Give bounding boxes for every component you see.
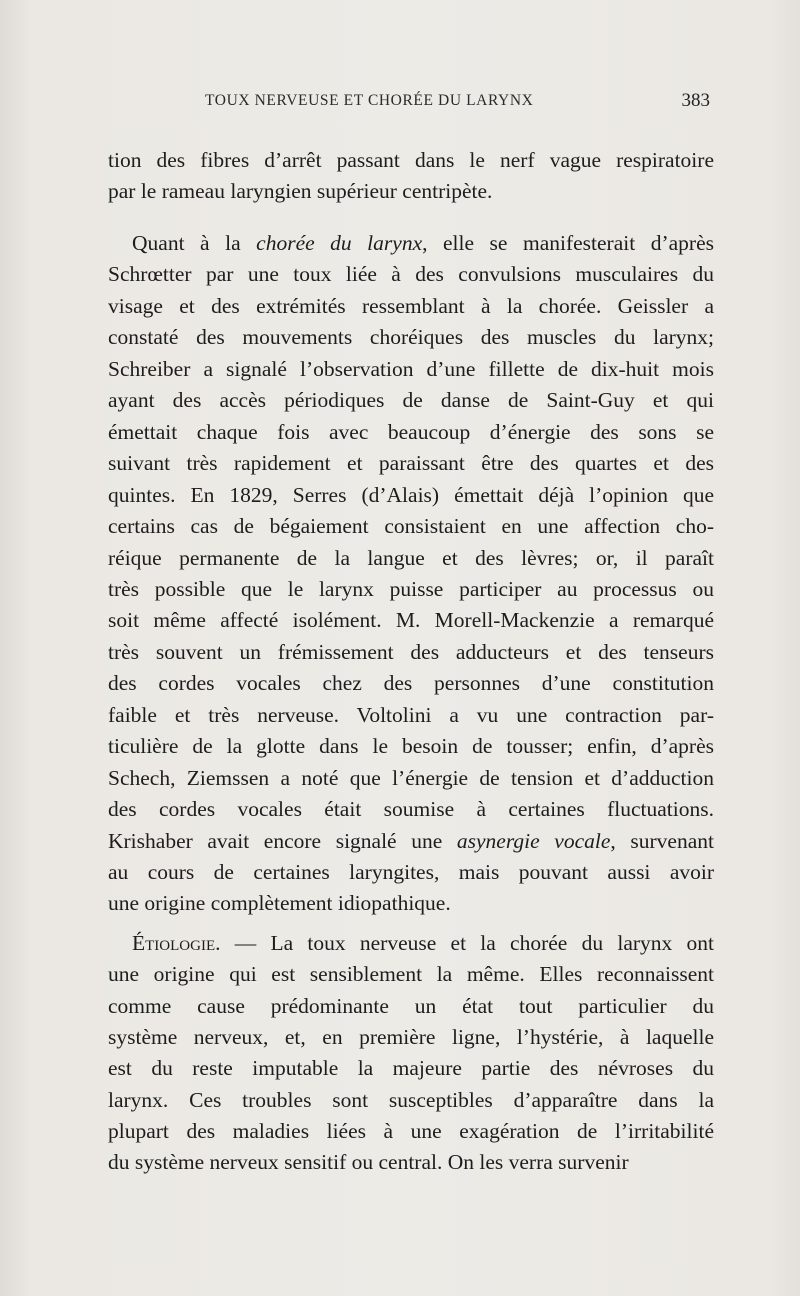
text-line: suivant très rapidement et paraissant être des quartes et des [108,451,714,476]
text-line: certains cas de bégaiement consistaient en une affection cho- [108,514,714,539]
running-title: TOUX NERVEUSE ET CHORÉE DU LARYNX [205,92,534,109]
text-line: Quant à la chorée du larynx, elle se manifesterait d’après [132,231,714,255]
text-line: système nerveux, et, en première ligne, l’hystérie, à laquelle [108,1024,714,1049]
text-line: une origine qui est sensiblement la même. Elles reconnaissent [108,962,714,987]
text-line: du système nerveux sensitif ou central. On les verra survenir [108,1150,629,1175]
text-line: Étiologie. — La toux nerveuse et la chorée du larynx ont [132,931,714,955]
text-line: larynx. Ces troubles sont susceptibles d’apparaître dans la [108,1087,714,1112]
text-line: ticulière de la glotte dans le besoin de tousser; enfin, d’après [108,734,714,759]
text-line: des cordes vocales chez des personnes d’une constitution [108,671,714,696]
text-line: très souvent un frémissement des adducteurs et des tenseurs [108,639,714,664]
text-line: constaté des mouvements choréiques des muscles du larynx; [108,325,714,350]
text-line: tion des fibres d’arrêt passant dans le nerf vague respiratoire [108,148,714,172]
text-line: très possible que le larynx puisse participer au processus ou [108,576,714,601]
text-line: une origine complètement idiopathique. [108,891,451,916]
text-line: quintes. En 1829, Serres (d’Alais) émettait déjà l’opinion que [108,482,714,507]
text-line: Schreiber a signalé l’observation d’une fillette de dix-huit mois [108,356,714,381]
text-line: est du reste imputable la majeure partie des névroses du [108,1056,714,1081]
text-line: plupart des maladies liées à une exagération de l’irritabilité [108,1118,714,1143]
text-line: par le rameau laryngien supérieur centripète. [108,178,493,203]
text-line: visage et des extrémités ressemblant à la chorée. Geissler a [108,293,714,318]
text-line: comme cause prédominante un état tout particulier du [108,993,714,1018]
text-line: Krishaber avait encore signalé une asynergie vocale, survenant [108,828,714,853]
running-header [205,92,710,116]
text-line: émettait chaque fois avec beaucoup d’énergie des sons se [108,419,714,444]
text-line: Schrœtter par une toux liée à des convulsions musculaires du [108,262,714,287]
text-line: réique permanente de la langue et des lèvres; or, il paraît [108,545,714,570]
text-line: des cordes vocales était soumise à certaines fluctuations. [108,797,714,822]
text-line: Schech, Ziemssen a noté que l’énergie de tension et d’adduction [108,765,714,790]
text-line: soit même affecté isolément. M. Morell-Mackenzie a remarqué [108,608,714,633]
text-line: au cours de certaines laryngites, mais pouvant aussi avoir [108,860,714,884]
text-line: ayant des accès périodiques de danse de Saint-Guy et qui [108,388,714,413]
text-line: faible et très nerveuse. Voltolini a vu une contraction par- [108,702,714,727]
page-number: 383 [681,90,710,111]
